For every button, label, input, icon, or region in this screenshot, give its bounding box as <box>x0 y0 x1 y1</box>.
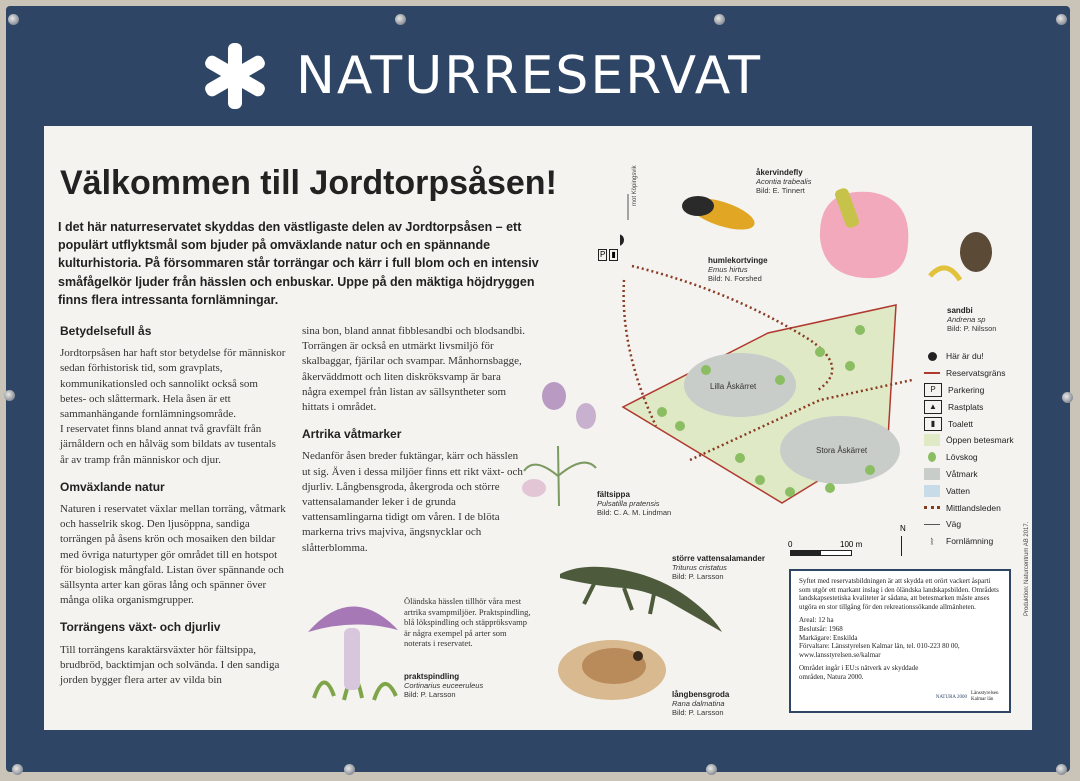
road-label: mot Köpingsvik <box>632 165 638 206</box>
legend-item: Väg <box>924 516 1014 533</box>
legend-item: ▮ Toalett <box>924 415 1014 432</box>
mushroom-illustration <box>304 588 404 706</box>
info-decision: Beslutsår: 1968 <box>799 624 843 633</box>
section-heading: Artrika våtmarker <box>302 427 402 442</box>
info-owner: Markägare: Enskilda <box>799 633 858 642</box>
section-heading: Omväxlande natur <box>60 479 165 494</box>
screw <box>344 764 355 775</box>
screw <box>1056 14 1067 25</box>
lansstyrelsen-logo: Länsstyrelsen Kalmar län <box>971 691 999 702</box>
legend-item: P Parkering <box>924 382 1014 399</box>
mushroom-note: Öländska hässlen tillhör våra mest artrika svampmiljöer. Praktspindling, blå lökspindling och stäppröksvamp är några exempel på arter som noterats i reservatet. <box>404 596 531 648</box>
legend-item: ᚱ Fornlämning <box>924 533 1014 550</box>
page-title: Välkommen till Jordtorpsåsen! <box>60 164 557 202</box>
screw <box>706 764 717 775</box>
species-caption: fältsippa Pulsatilla pratensis Bild: C. A. M. Lindman <box>597 490 672 517</box>
you-are-here-marker <box>620 234 624 246</box>
production-credit: Produktion: Naturcentrum AB 2017. <box>1024 521 1030 616</box>
species-caption: humlekortvinge Emus hirtus Bild: N. Forshed <box>708 256 768 283</box>
north-arrow: N <box>900 524 906 533</box>
section-heading: Betydelsefull ås <box>60 324 152 338</box>
section-paragraph: Naturen i reservatet växlar mellan torräng, våtmark och hasselrik skog. Den ljusöppna, sandiga torrängen på åsens krön och mosaiken den bildar med övriga naturtyper gör området till en hotspot för biologisk mångfald. Listan över spännande och sällsynta arter kan göras lång och spänner över många olika organismgrupper. <box>60 503 286 607</box>
info-manager: Förvaltare: Länsstyrelsen Kalmar län, tel. 010-223 80 00, www.lansstyrelsen.se/kalmar <box>799 642 960 659</box>
section-paragraph: Jordtorpsåsen har haft stor betydelse för människor sedan förhistorisk tid, som gravplats, kommunikationsled och sannolikt också som betes- och slåttermark. Hela åsen är ett sammanhängande fornlämningsområde. <box>60 347 286 421</box>
parking-icon: P <box>600 250 606 259</box>
legend-item: ▲ Rastplats <box>924 398 1014 415</box>
info-area: Areal: 12 ha <box>799 616 834 625</box>
section-paragraph: Nedanför åsen breder fuktängar, kärr och hässlen ut sig. Även i dessa miljöer finns ett rikt växt- och djurliv. Långbensgroda, åkergroda och större vattensalamander leker i de grunda vattensamlingarna tidigt om våren. I de blöta markerna trivs majviva, ängsnycklar och slåtterblomma. <box>302 450 523 554</box>
legend-item: Öppen betesmark <box>924 432 1014 449</box>
scale-label: 0 <box>788 540 793 549</box>
species-caption: åkervindefly Acontia trabealis Bild: E. Tinnert <box>756 168 812 195</box>
snowflake-asterisk-icon <box>200 41 270 111</box>
section-heading: Torrängens växt- och djurliv <box>60 620 221 635</box>
screw <box>12 764 23 775</box>
map-label: Stora Åskärret <box>816 446 868 455</box>
screw <box>395 14 406 25</box>
info-purpose: Syftet med reservatsbildningen är att skydda ett orört vackert åsparti som utgör ett markant inslag i den öländska landskapsbilden. Områdets landskapsestetiska kvaliteter är sådana, att betesmarken måste anses utgöra en stor tillgång för den rekreationssökande allmänheten. <box>799 577 999 611</box>
trail-icon <box>924 502 940 514</box>
screw <box>1062 392 1073 403</box>
wetland-swatch-icon <box>924 468 940 480</box>
species-caption: praktspindling Cortinarius euceeruleus Bild: P. Larsson <box>404 672 484 699</box>
toilet-icon: ▮ <box>924 417 942 431</box>
info-natura: Området ingår i EU:s nätverk av skyddade områden, Natura 2000. <box>799 664 919 681</box>
bee-illustration <box>922 218 1006 290</box>
legend-item: Vatten <box>924 482 1014 499</box>
pasque-flower-illustration <box>514 376 604 511</box>
species-caption: sandbi Andrena sp Bild: P. Nilsson <box>947 306 997 333</box>
toilet-icon: ▮ <box>611 250 616 259</box>
legend-item: Mittlandsleden <box>924 499 1014 516</box>
text-column-left <box>60 324 286 700</box>
header-title: NATURRESERVAT <box>296 46 763 106</box>
north-arrow-icon <box>901 536 902 556</box>
species-caption: större vattensalamander Triturus cristatus Bild: P. Larsson <box>672 554 765 581</box>
dot-icon <box>924 350 940 362</box>
legend-item: Här är du! <box>924 348 1014 365</box>
info-panel <box>44 126 1032 730</box>
info-box <box>789 569 1011 713</box>
section-paragraph: I reservatet finns bland annat två gravfält från järnåldern och en hålväg som bildats av tusentals år av tramp från människor och djur. <box>60 423 276 466</box>
picnic-icon: ▲ <box>924 400 942 414</box>
screw <box>1056 764 1067 775</box>
line-red-icon <box>924 367 940 379</box>
meadow-swatch-icon <box>924 434 940 446</box>
map-icons <box>598 249 622 261</box>
map-label: Lilla Åskärret <box>710 382 757 391</box>
screw <box>4 390 15 401</box>
water-icon <box>924 485 940 497</box>
screw <box>8 14 19 25</box>
tree-icon <box>924 451 940 463</box>
parking-icon: P <box>924 383 942 397</box>
scale-bar <box>790 550 852 556</box>
scale-label: 100 m <box>840 540 863 549</box>
section-paragraph: Till torrängens karaktärsväxter hör fältsippa, brudbröd, backtimjan och solvända. I den sandiga jorden bygger flera arter av vilda bin <box>60 643 280 687</box>
road-icon <box>924 518 940 530</box>
screw <box>714 14 725 25</box>
natura-logo: NATURA 2000 <box>935 695 967 701</box>
relic-icon: ᚱ <box>929 536 935 546</box>
frog-illustration <box>552 626 672 704</box>
legend-item: Reservatsgräns <box>924 365 1014 382</box>
legend-item: Våtmark <box>924 466 1014 483</box>
text-column-middle <box>302 324 528 568</box>
intro-text: I det här naturreservatet skyddas den västligaste delen av Jordtorpsåsen – ett populärt utflyktsmål som bjuder på omväxlande natur och en spännande kulturhistoria. På försommaren står torrängar och kärr i full blom och en intensiv småfågelkör ljuder från hässlen och enbuskar. Uppe på den mäktiga höjdryggen finns flera intressanta fornlämningar. <box>58 220 539 307</box>
sign-header <box>200 36 762 116</box>
section-paragraph: sina bon, bland annat fibblesandbi och blodsandbi. Torrängen är också en utmärkt livsmiljö för skalbaggar, fjärilar och svampar. Månhornsbagge, åkerväddmott och liten diskröksvamp är bara några exempel från listan av sällsyntheter som hittats i området. <box>302 325 526 414</box>
species-caption: långbensgroda Rana dalmatina Bild: P. Larsson <box>672 690 730 717</box>
map-legend <box>924 348 1014 550</box>
reserve-map <box>620 190 920 530</box>
legend-item: Lövskog <box>924 449 1014 466</box>
